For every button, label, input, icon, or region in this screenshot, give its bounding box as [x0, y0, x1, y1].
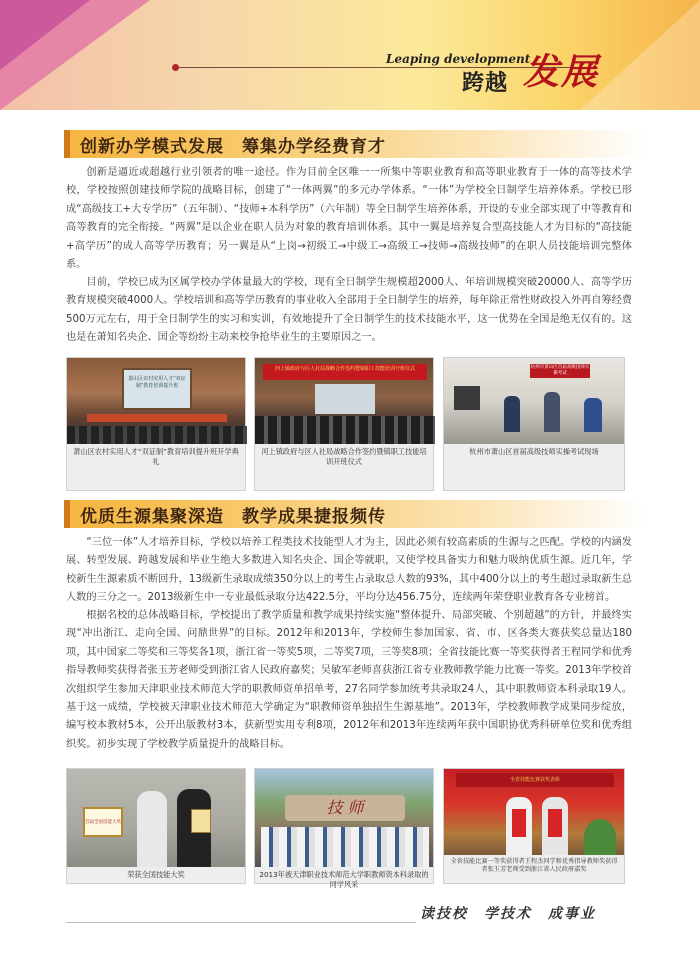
section1-photo-1: [66, 357, 246, 491]
section2-paragraph-2: 根据名校的总体战略目标，学校提出了教学质量和教学成果持续实施“整体提升、局部突破、个别超越”的方针，并最终实现“冲出浙江、走向全国、问鼎世界”的目标。2012年和2013年，学校师生参加国家、省、市、区各类大赛获奖总量达180项，其中国家二等奖和三等奖各1项，浙江省一等奖5项，二等奖7项，三等奖8项；全省技能比赛一等奖获得者王程同学和优秀指导教师奖获得者张玉芳老师受到浙江省人民政府嘉奖；吴敏军老师喜获浙江省专业教师教学能力比赛一等奖。2013年学校首次组织学生参加天津职业技术师范大学的职教师资单招单考，27名同学参加统考共录取24人，其中职教师资本科录取19人。基于这一成绩，学校被天津职业技术师范大学确定为“职教师资单独招生生源基地”。2013年，学校教师教学成果同步绽放，编写校本教材5本，公开出版教材3本，获新型实用专利8项，2012年和2013年连续两年获中国职协优秀科研单位奖和优秀组织奖。初步实现了学校教学质量提升的战略目标。: [66, 610, 632, 750]
person: [544, 392, 560, 432]
section2-paragraph-1: “三位一体”人才培养目标，学校以培养工程类技术技能型人才为主，因此必须有较高素质的生源与之匹配。学校的内涵发展、转型发展、跨越发展和毕业生绝大多数进入知名央企、国企等就职，又使学校具备实力和魅力吸纳优质生源。近几年，学校新生生源素质不断回升，13级新生录取成绩350分以上的考生占录取总人数的93%，其中400分以上的考生超过录取新生总人数的三分之一。2013级新生中一专业最低录取分达422.5分，平均分达456.75分，连续两年荣登职业教育各专业榜首。: [66, 537, 632, 604]
page-header: [0, 0, 700, 110]
plaque: [191, 809, 211, 833]
stage-table: [87, 414, 227, 422]
footer-slogan: 读技校 学技术 成事业: [420, 906, 596, 922]
section1-paragraph-1: 创新是逼近或超越行业引领者的唯一途径。作为目前全区唯一一所集中等职业教育和高等职业教育于一体的高等技术学校，学校按照创建技师学院的战略目标，创建了“一体两翼”的多元办学体系。“一体”为学校全日制学生培养体系。学校已形成“高级技工+大专学历”（五年制）、“技师+本科学历”（六年制）等全日制学生培养体系，开设的专业全部实现了中等教育和高等教育的完全衔接。“两翼”是以企业在职人员为对象的教育培训体系。其中一翼是培养复合型高技能人才为目标的“高技能+高学历”的成人高等学历教育；另一翼是从“上岗→初级工→中级工→高级工→技师→高级技师”的在职人员技能培训完整体系。: [66, 167, 632, 271]
stage-screen: [315, 384, 375, 414]
section2-title-bar: [64, 500, 644, 528]
header-cn-title-small: 跨越: [462, 70, 509, 96]
section2-photo-1: [66, 768, 246, 884]
person: [137, 791, 167, 867]
photo-commendation: [444, 769, 624, 855]
section2-photo-1-caption: 荣获全国技能大奖: [127, 870, 185, 879]
person: [504, 396, 520, 432]
screen-text: 萧山区农村实用人才“双证制”教育培训提升班: [128, 376, 186, 389]
exam-banner: [530, 364, 590, 378]
section2-photo-2: [254, 768, 434, 889]
audience: [255, 416, 435, 444]
sash: [512, 809, 526, 837]
machine: [454, 386, 480, 410]
section2-photo-3-caption: 全省技能比赛一等奖获得者王程杰同学和优秀指导教师奖获得者张玉芳老师受到浙江省人民政府嘉奖: [450, 858, 618, 873]
section2-title-accent: [64, 500, 70, 528]
sash: [548, 809, 562, 837]
section2-photo-2-caption: 2013年被天津职业技术师范大学职教师资本科录取的同学风采: [259, 870, 429, 889]
plant: [584, 819, 616, 855]
photo-group-students: [255, 769, 433, 867]
header-dot: [172, 64, 179, 71]
person: [584, 398, 602, 432]
stone-sign: [285, 795, 405, 821]
footer-rule: [66, 922, 416, 923]
section2-photo-3: [443, 768, 625, 884]
section1-photo-3: [443, 357, 625, 491]
section1-photo-3-caption: 杭州市萧山区首届高级技师实操考试现场: [469, 447, 599, 456]
red-backdrop-banner: [456, 773, 614, 787]
backdrop-text: 全省技能比赛获奖表彰: [509, 777, 560, 783]
section1-title: 创新办学模式发展 筹集办学经费育才: [80, 136, 386, 157]
exam-banner-text: 杭州市萧山区首届高级技师实操考试: [530, 365, 590, 376]
header-english-title: Leaping development: [386, 52, 531, 66]
photo-exam-room: [444, 358, 624, 444]
certificate-text: 首届全国技能大奖: [85, 820, 121, 825]
certificate: [83, 807, 123, 837]
photo-signing-hall: [255, 358, 433, 444]
photo-award-winners: [67, 769, 245, 867]
banner-text: 河上镇政府与区人社局战略合作签约暨镇职工技能培训开班仪式: [274, 366, 415, 372]
audience: [67, 426, 247, 444]
section1-photo-1-caption: 萧山区农村实用人才“双证制”教育培训提升班开学典礼: [73, 447, 239, 466]
projection-screen: [122, 368, 192, 410]
student-group: [261, 827, 429, 867]
section1-photo-2-caption: 河上镇政府与区人社局战略合作签约暨镇职工技能培训开班仪式: [261, 447, 427, 466]
section1-title-bar: [64, 130, 644, 158]
section1-photo-2: [254, 357, 434, 491]
header-cn-title-large: 发展: [523, 51, 600, 93]
section1-paragraph-2: 目前，学校已成为区属学校办学体量最大的学校，现有全日制学生规模超2000人、年培训规模突破20000人、高等学历教育规模突破4000人。学校培训和高等学历教育的事业收入全部用于全日制学生的培养，每年除正常性财政投入外再自筹经费500万元左右，用于全日制学生的实习和实训，有效地提升了全日制学生的技术技能水平，这一优势在全国是绝无仅有的。这也是在萧知名央企、国企等纷纷主动来校争抢毕业生的主要原因之一。: [66, 277, 632, 344]
stone-sign-text: 技 师: [326, 798, 364, 817]
section2-title: 优质生源集聚深造 教学成果捷报频传: [80, 506, 386, 527]
red-banner: [263, 364, 427, 380]
section1-title-accent: [64, 130, 70, 158]
photo-ceremony-hall: [67, 358, 245, 444]
header-decor-wedge-dark: [0, 0, 90, 70]
